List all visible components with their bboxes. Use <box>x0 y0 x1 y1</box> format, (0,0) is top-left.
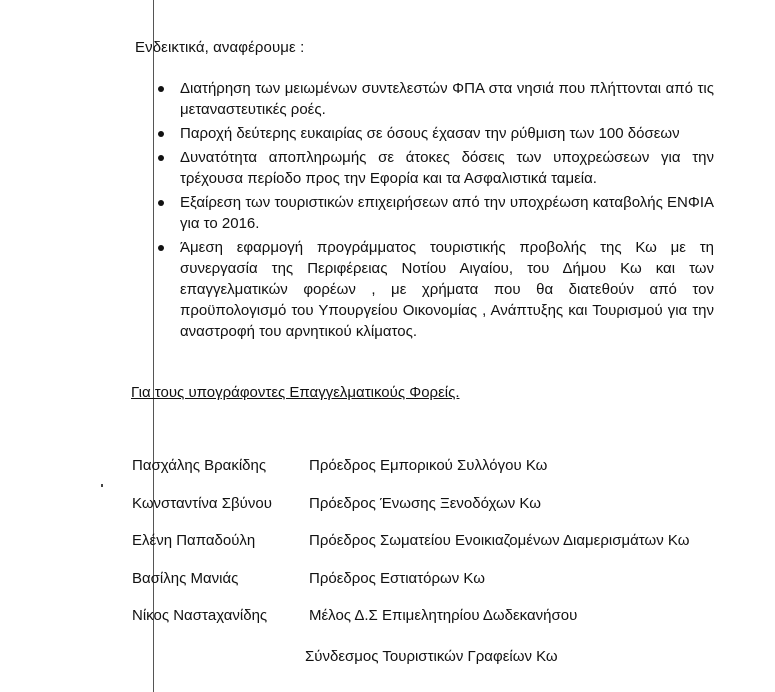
measures-list <box>158 78 714 345</box>
list-item-text: Παροχή δεύτερης ευκαιρίας σε όσους έχασαν την ρύθμιση των 100 δόσεων <box>180 125 680 142</box>
list-item <box>158 147 714 189</box>
bullet-icon <box>158 155 164 161</box>
list-item <box>158 237 714 342</box>
signer-role: Πρόεδρος Εμπορικού Συλλόγου Κω <box>309 457 548 474</box>
scan-speck <box>101 484 103 487</box>
list-item-text: Άμεση εφαρμογή προγράμματος τουριστικής προβολής της Κω με τη συνεργασία της Περιφέρειας Νοτίου Αιγαίου, του Δήμου Κω και των επαγγελματικών φορέων , με χρήματα που θα διατεθούν από τον προϋπολογισμό του Υπουργείου Οικονομίας , Ανάπτυξης και Τουρισμού για την αναστροφή του αρνητικού κλίματος. <box>180 239 714 340</box>
intro-text: Ενδεικτικά, αναφέρουμε : <box>135 39 305 56</box>
signer-role: Μέλος Δ.Σ Επιμελητηρίου Δωδεκανήσου <box>309 607 578 624</box>
signers-heading: Για τους υπογράφοντες Επαγγελματικούς Φορείς. <box>131 384 460 401</box>
list-item-text: Εξαίρεση των τουριστικών επιχειρήσεων από την υποχρέωση καταβολής ΕΝΦΙΑ για το 2016. <box>180 194 714 232</box>
signer-role: Σύνδεσμος Τουριστικών Γραφείων Κω <box>305 648 558 665</box>
bullet-icon <box>158 200 164 206</box>
list-item-text: Διατήρηση των μειωμένων συντελεστών ΦΠΑ στα νησιά που πλήττονται από τις μεταναστευτικές ροές. <box>180 80 714 118</box>
signer-name: Πασχάλης Βρακίδης <box>132 457 267 474</box>
list-item <box>158 123 714 144</box>
signer-name: Ελένη Παπαδούλη <box>132 532 256 549</box>
list-item-text: Δυνατότητα αποπληρωμής σε άτοκες δόσεις των υποχρεώσεων για την τρέχουσα περίοδο προς την Εφορία και τα Ασφαλιστικά ταμεία. <box>180 149 714 187</box>
signer-role: Πρόεδρος Σωματείου Ενοικιαζομένων Διαμερισμάτων Κω <box>309 532 690 549</box>
scan-margin-line <box>153 0 154 692</box>
bullet-icon <box>158 86 164 92</box>
signer-name: Κωνσταντίνα Σβύνου <box>132 494 272 512</box>
list-item <box>158 192 714 234</box>
list-item <box>158 78 714 120</box>
bullet-icon <box>158 131 164 137</box>
signer-name: Νίκος Ναστaχανίδης <box>132 607 268 624</box>
signer-role: Πρόεδρος Ένωσης Ξενοδόχων Κω <box>309 494 541 512</box>
signer-role: Πρόεδρος Εστιατόρων Κω <box>309 569 485 587</box>
signer-name: Βασίλης Μανιάς <box>132 569 239 587</box>
bullet-icon <box>158 245 164 251</box>
